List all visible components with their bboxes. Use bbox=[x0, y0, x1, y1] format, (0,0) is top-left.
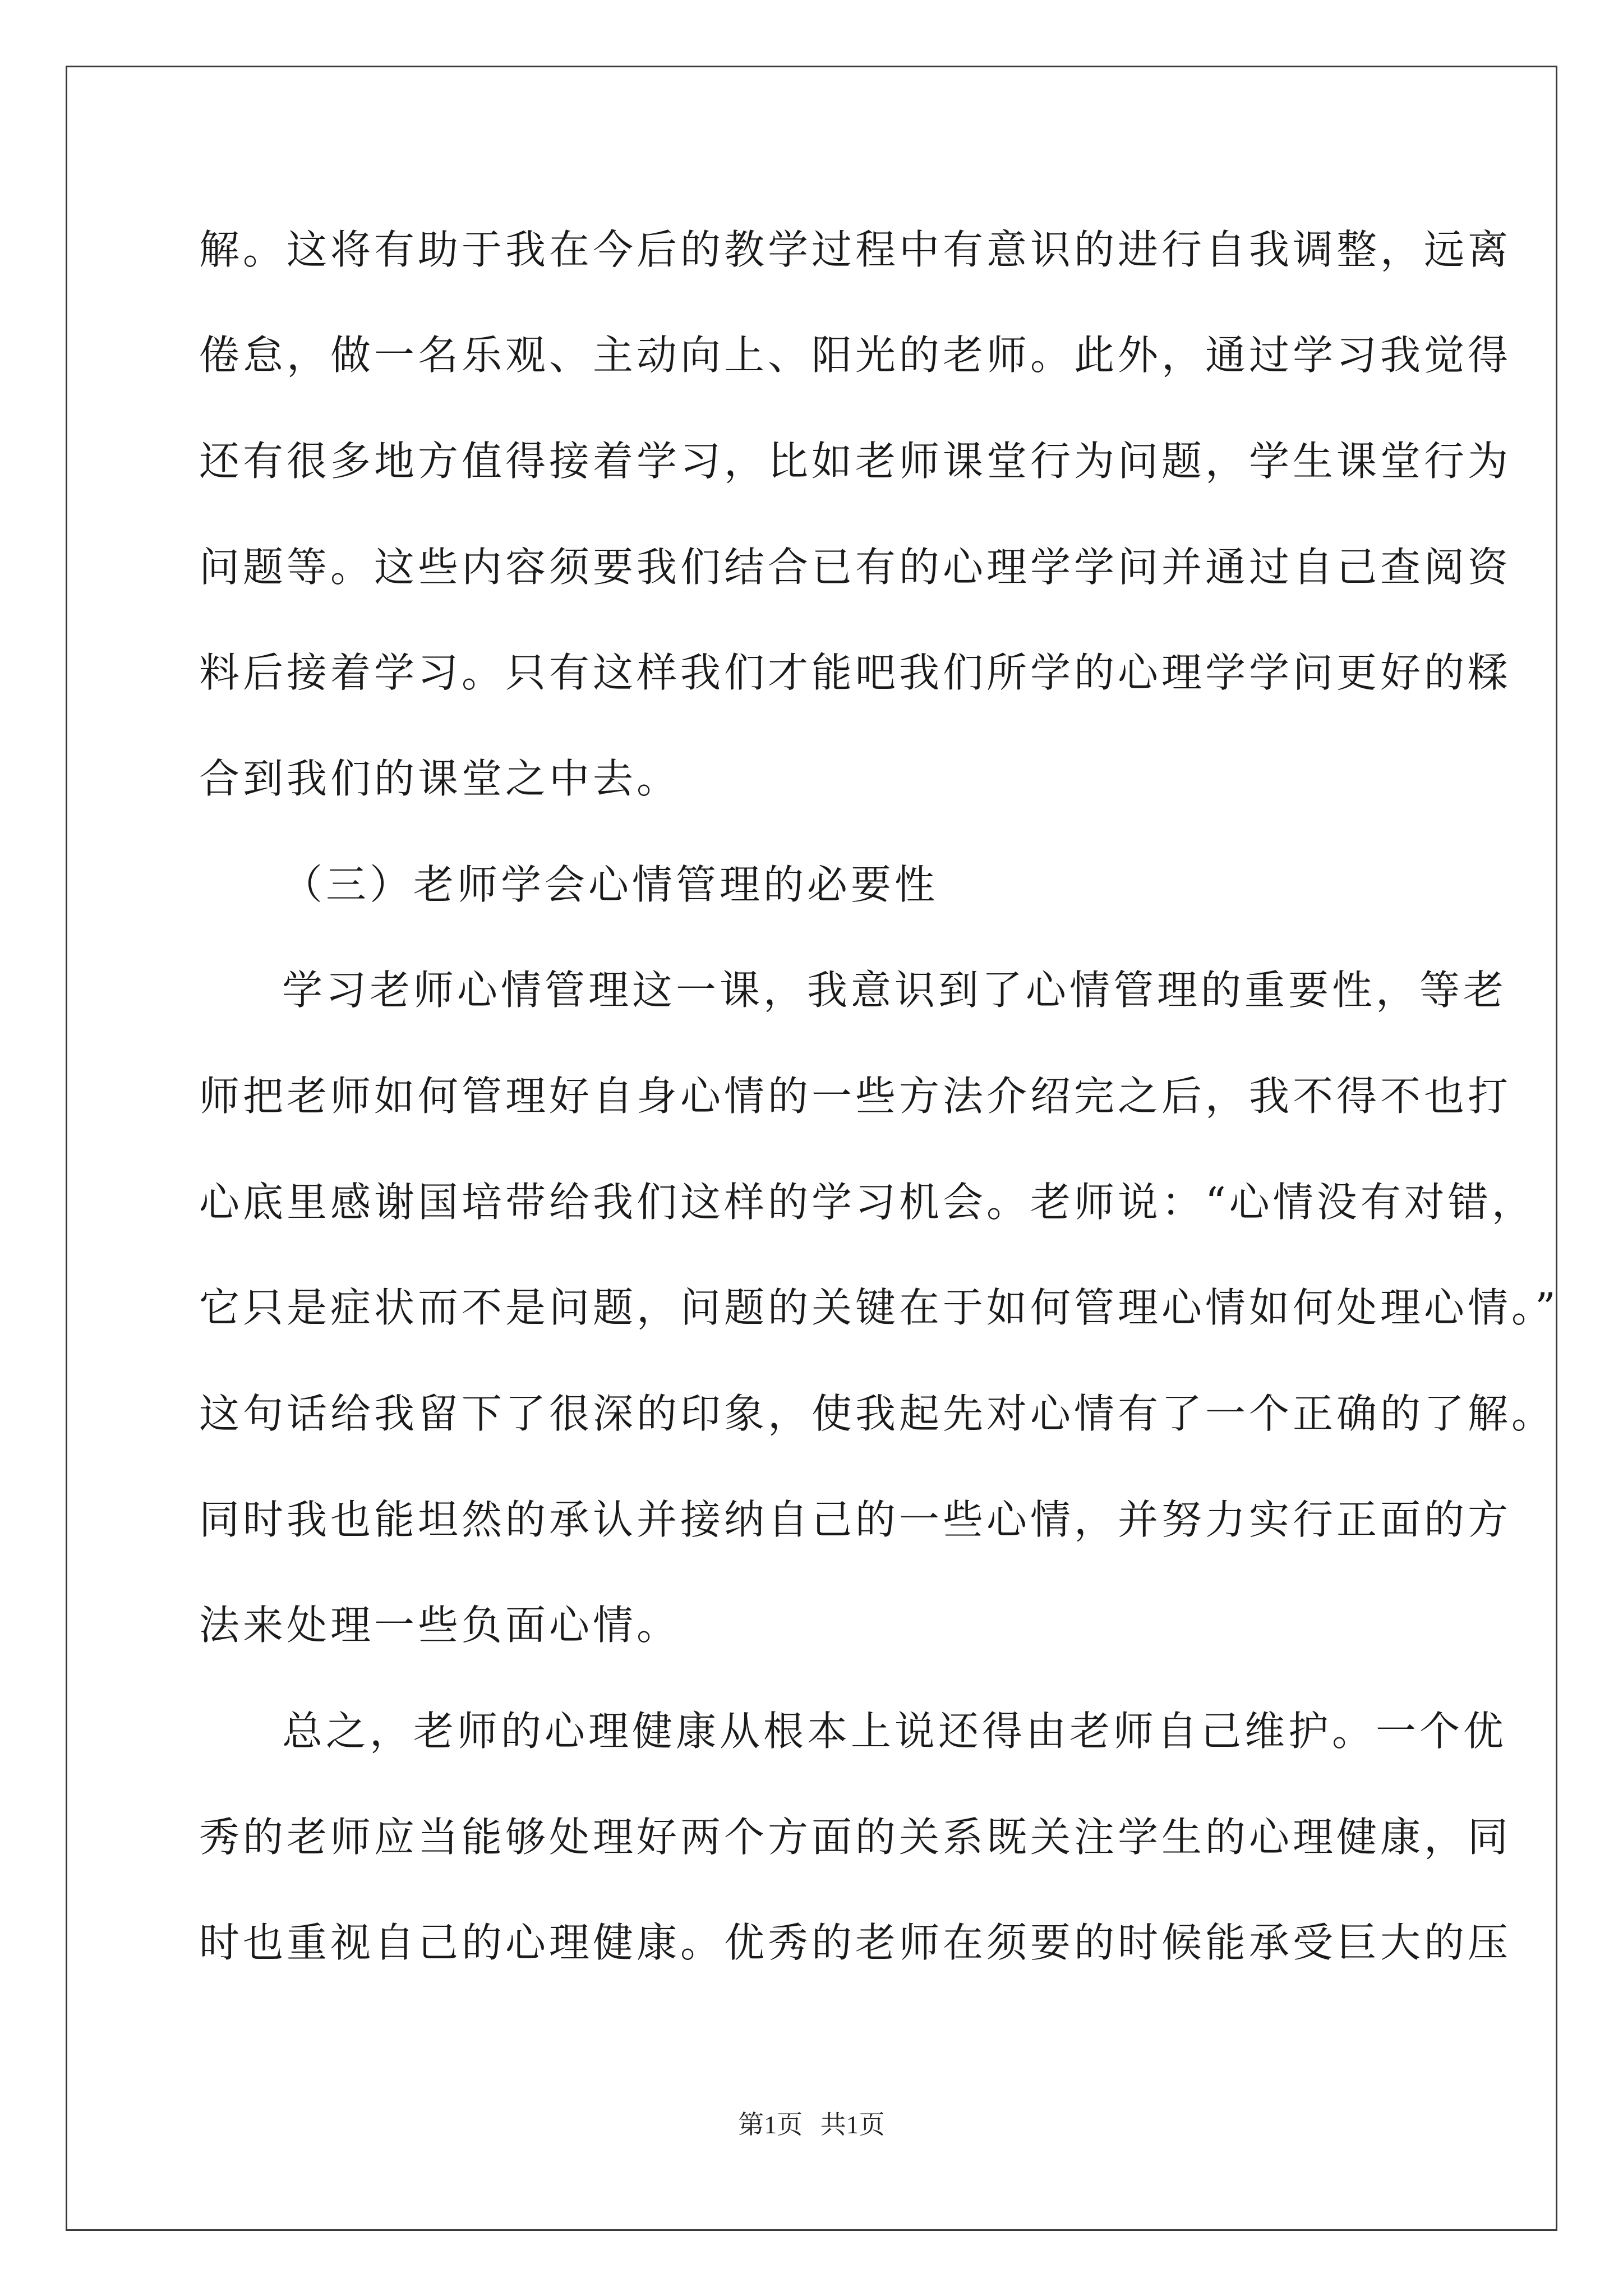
text-line: 这句话给我留下了很深的印象，使我起先对心情有了一个正确的了解。 bbox=[199, 1390, 1556, 1437]
page-number: 第1页 bbox=[738, 2110, 803, 2139]
page-footer bbox=[0, 2108, 1623, 2142]
text-line: 倦怠，做一名乐观、主动向上、阳光的老师。此外，通过学习我觉得 bbox=[199, 332, 1512, 379]
text-line: 问题等。这些内容须要我们结合已有的心理学学问并通过自己查阅资 bbox=[199, 544, 1512, 591]
text-line: 总之，老师的心理健康从根本上说还得由老师自己维护。一个优 bbox=[282, 1708, 1507, 1755]
text-line: 心底里感谢国培带给我们这样的学习机会。老师说：“心情没有对错， bbox=[199, 1179, 1536, 1226]
section-heading: （三）老师学会心情管理的必要性 bbox=[282, 861, 939, 908]
page-border bbox=[66, 66, 1557, 2231]
text-line: 秀的老师应当能够处理好两个方面的关系既关注学生的心理健康，同 bbox=[199, 1814, 1512, 1861]
text-line: 还有很多地方值得接着学习，比如老师课堂行为问题，学生课堂行为 bbox=[199, 438, 1512, 485]
text-line: 法来处理一些负面心情。 bbox=[199, 1602, 681, 1649]
text-line: 学习老师心情管理这一课，我意识到了心情管理的重要性，等老 bbox=[282, 967, 1507, 1014]
text-line: 解。这将有助于我在今后的教学过程中有意识的进行自我调整，远离 bbox=[199, 226, 1512, 273]
text-line: 同时我也能坦然的承认并接纳自己的一些心情，并努力实行正面的方 bbox=[199, 1496, 1512, 1543]
text-line: 料后接着学习。只有这样我们才能吧我们所学的心理学学问更好的糅 bbox=[199, 649, 1512, 696]
text-line: 师把老师如何管理好自身心情的一些方法介绍完之后，我不得不也打 bbox=[199, 1073, 1512, 1120]
text-line: 合到我们的课堂之中去。 bbox=[199, 755, 681, 802]
text-line: 它只是症状而不是问题，问题的关键在于如何管理心情如何处理心情。” bbox=[199, 1284, 1559, 1331]
page-total: 共1页 bbox=[820, 2110, 885, 2139]
text-line: 时也重视自己的心理健康。优秀的老师在须要的时候能承受巨大的压 bbox=[199, 1919, 1512, 1966]
